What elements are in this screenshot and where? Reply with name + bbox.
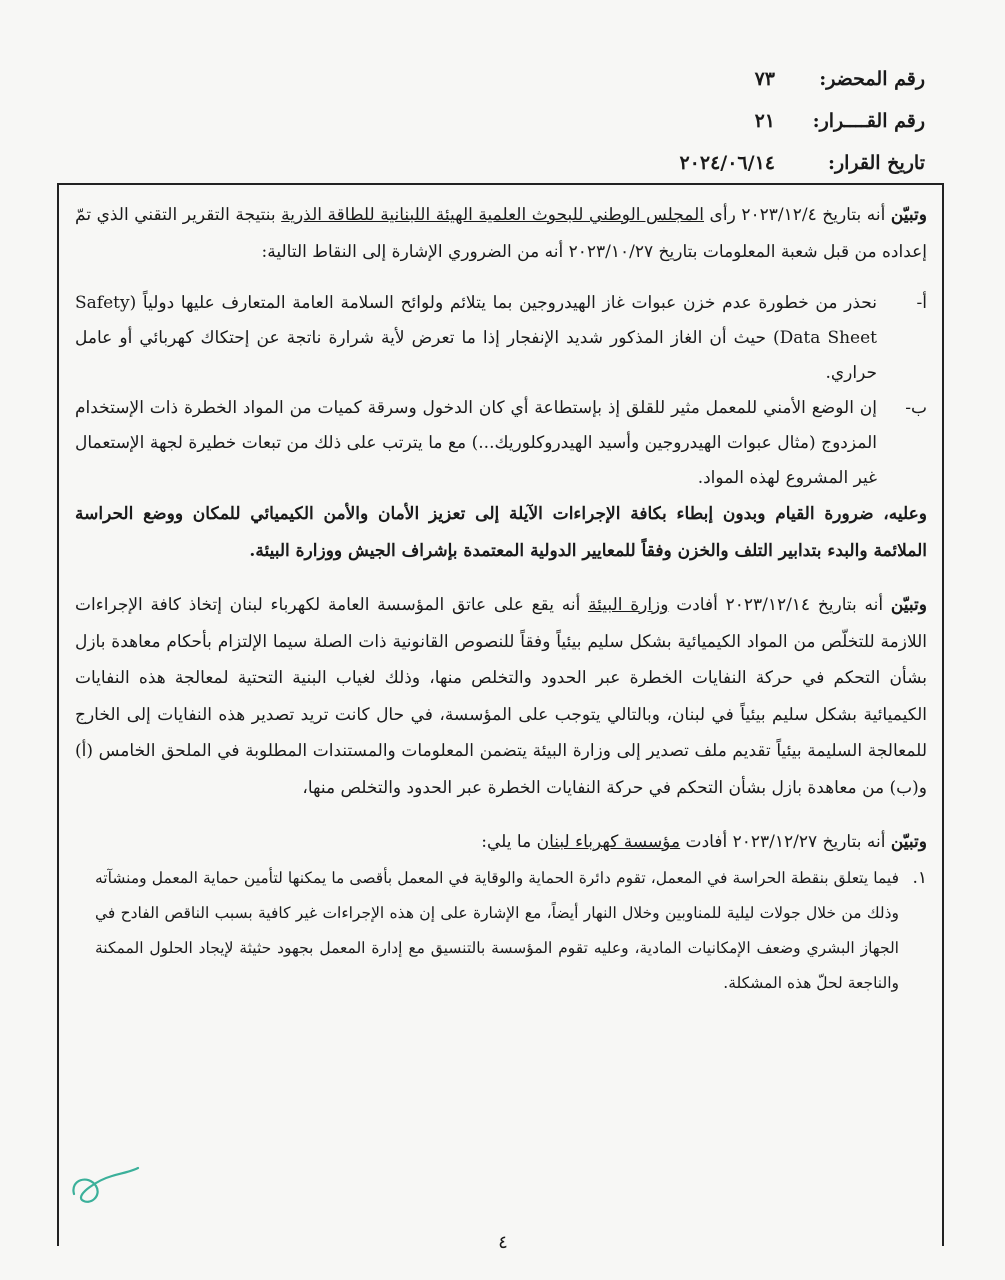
- decision-number-row: [585, 100, 925, 142]
- decision-header: [585, 58, 925, 184]
- item-text: فيما يتعلق بنقطة الحراسة في المعمل، تقوم دائرة الحماية والوقاية في المعمل بأقصى ما يمكنها لتأمين حماية المعمل ومنشآته وذلك من خلال جولات ليلية للمناوبين وخلال النهار أيضاً، مع الإشارة على إن هذه الإجراءات غير كافية بسبب الناقص الفادح في الجهاز البشري وضعف الإمكانيات المادية، وعليه تقوم المؤسسة بالتنسيق مع إدارة المعمل بجهود حثيثة لإيجاد الحلول الممكنة والناجعة لحلّ هذه المشكلة.: [95, 868, 899, 992]
- section-3-underlined-entity: مؤسسة كهرباء لبنان: [536, 832, 681, 852]
- section-2-underlined-entity: وزارة البيئة: [588, 595, 669, 615]
- minutes-number-label: رقم المحضر:: [819, 68, 925, 90]
- item-marker: أ-: [916, 293, 927, 313]
- section-1-paragraph: [75, 197, 927, 270]
- section-1-item-a: [75, 286, 927, 391]
- page-number: ٤: [498, 1232, 508, 1253]
- section-3-item-1: [75, 861, 927, 1001]
- item-text: نحذر من خطورة عدم خزن عبوات غاز الهيدروجين بما يتلائم ولوائح السلامة العامة المتعارف عليها دولياً (Safety Data Sheet) حيث أن الغاز المذكور شديد الإنفجار إذا ما تعرض لأية شرارة ناتجة عن إحتكاك كهربائي أو عامل حراري.: [75, 293, 877, 383]
- decision-date-value: ٢٠٢٤/٠٦/١٤: [679, 152, 775, 174]
- section-3-text-b: ما يلي:: [481, 832, 537, 852]
- section-2-intro: وتبيّن: [890, 595, 927, 615]
- section-1-intro: وتبيّن: [890, 205, 927, 225]
- section-1-underlined-entity: المجلس الوطني للبحوث العلمية الهيئة اللبنانية للطاقة الذرية: [281, 205, 705, 225]
- section-3-paragraph: [75, 824, 927, 861]
- section-2-paragraph: [75, 587, 927, 806]
- decision-date-row: [585, 142, 925, 184]
- signature-icon: [68, 1160, 148, 1208]
- section-3-intro: وتبيّن: [890, 832, 927, 852]
- decision-number-label: رقم القــــرار:: [812, 110, 925, 132]
- section-1-item-b: [75, 391, 927, 496]
- item-marker: ب-: [905, 398, 927, 418]
- section-1-text-a: أنه بتاريخ ٢٠٢٣/١٢/٤ رأى: [704, 205, 891, 225]
- section-1-text-b: بنتيجة التقرير التقني الذي تمّ إعداده من قبل شعبة المعلومات بتاريخ ٢٠٢٣/١٠/٢٧ أنه من الضروري الإشارة إلى النقاط التالية:: [75, 205, 927, 262]
- section-2-text-a: أنه بتاريخ ٢٠٢٣/١٢/١٤ أفادت: [668, 595, 891, 615]
- decision-date-label: تاريخ القرار:: [827, 152, 925, 174]
- section-2-text-b: أنه يقع على عاتق المؤسسة العامة لكهرباء لبنان إتخاذ كافة الإجراءات اللازمة للتخلّص من المواد الكيميائية بشكل سليم بيئياً وفقاً للنصوص القانونية ذات الصلة سيما الإلتزام بأحكام معاهدة بازل بشأن التحكم في حركة النفايات الخطرة عبر الحدود والتخلص منها، وذلك لغياب البنية التحتية لمعالجة هذه النفايات الكيميائية بشكل سليم بيئياً في لبنان، وبالتالي يتوجب على المؤسسة، في حال كانت تريد تصدير هذه النفايات إلى الخارج للمعالجة السليمة بيئياً تقديم ملف تصدير إلى وزارة البيئة يتضمن المعلومات والمستندات المطلوبة في الملحق الخامس (أ) و(ب) من معاهدة بازل بشأن التحكم في حركة النفايات الخطرة عبر الحدود والتخلص منها،: [75, 595, 927, 798]
- item-text: إن الوضع الأمني للمعمل مثير للقلق إذ بإستطاعة أي كان الدخول وسرقة كميات من المواد الخطرة ذات الإستخدام المزدوج (مثال عبوات الهيدروجين وأسيد الهيدروكلوريك...) مع ما يترتب على ذلك من تبعات خطيرة لجهة الإستعمال غير المشروع لهذه المواد.: [75, 398, 877, 488]
- decision-number-value: ٢١: [754, 110, 775, 132]
- item-marker: ١.: [912, 867, 927, 888]
- document-body: [75, 197, 927, 1001]
- section-3-text-a: أنه بتاريخ ٢٠٢٣/١٢/٢٧ أفادت: [680, 832, 891, 852]
- section-1-conclusion: وعليه، ضرورة القيام وبدون إبطاء بكافة الإجراءات الآيلة إلى تعزيز الأمان والأمن الكيميائي للمكان ووضع الحراسة الملائمة والبدء بتدابير التلف والخزن وفقاً للمعايير الدولية المعتمدة بإشراف الجيش ووزارة البيئة.: [75, 504, 927, 561]
- minutes-number-value: ٧٣: [754, 68, 775, 90]
- minutes-number-row: [585, 58, 925, 100]
